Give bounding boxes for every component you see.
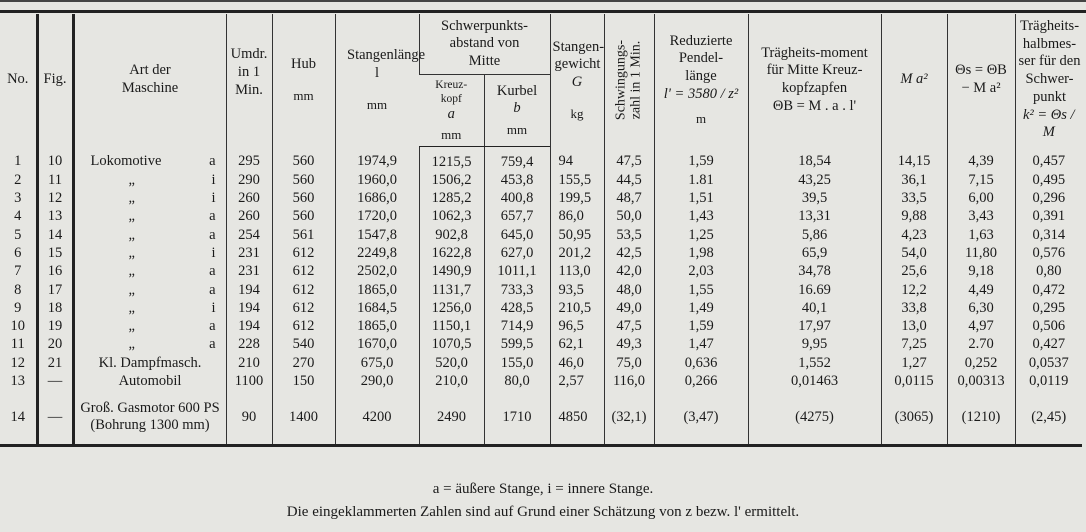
- cell-fig: 13: [37, 207, 73, 225]
- cell-b: 453,8: [484, 171, 550, 189]
- cell-art-text: Lokomotive: [90, 153, 162, 170]
- col-header-traegheit-formula: ΘB = M . a . l': [772, 97, 857, 114]
- cell-b: 714,9: [484, 317, 550, 335]
- cell-art: [73, 262, 226, 280]
- table-row: [0, 146, 1082, 171]
- cell-lp: 1.81: [654, 171, 748, 189]
- cell-lp: 1,51: [654, 189, 748, 207]
- cell-hub: 560: [272, 207, 335, 225]
- data-table: [0, 14, 1082, 447]
- cell-k2: 0,576: [1015, 244, 1082, 262]
- cell-ma2: (3065): [881, 390, 947, 446]
- cell-g: 86,0: [550, 207, 604, 225]
- cell-ts: 7,15: [947, 171, 1015, 189]
- cell-tb: 34,78: [748, 262, 881, 280]
- cell-ma2: 9,88: [881, 207, 947, 225]
- cell-ma2: 7,25: [881, 335, 947, 353]
- cell-umdr: 254: [226, 226, 272, 244]
- cell-hub: 560: [272, 146, 335, 171]
- cell-art-text: Kl. Dampfmasch.: [98, 354, 202, 371]
- cell-rod-type: i: [211, 190, 216, 207]
- table-body: [0, 146, 1082, 446]
- cell-a: 1215,5: [419, 146, 484, 171]
- table-row: [0, 281, 1082, 299]
- col-header-stangengewicht: [550, 14, 604, 146]
- table-row: [0, 335, 1082, 353]
- cell-rod-type: a: [209, 208, 216, 225]
- cell-z: 48,7: [604, 189, 654, 207]
- cell-art: [73, 146, 226, 171]
- col-header-schwerpunkt: [419, 14, 550, 75]
- cell-tb: 18,54: [748, 146, 881, 171]
- col-header-schwerpunkt-text: Schwerpunkts-abstand von Mitte: [441, 17, 528, 69]
- cell-art-text: Groß. Gasmotor 600 PS (Bohrung 1300 mm): [80, 400, 220, 434]
- cell-a: 1256,0: [419, 299, 484, 317]
- cell-hub: 612: [272, 244, 335, 262]
- cell-art-text: „: [128, 263, 135, 280]
- cell-tb: 16.69: [748, 281, 881, 299]
- table-row: [0, 299, 1082, 317]
- cell-k2: 0,457: [1015, 146, 1082, 171]
- cell-art-text: Automobil: [118, 373, 182, 390]
- cell-z: 116,0: [604, 372, 654, 390]
- cell-b: 759,4: [484, 146, 550, 171]
- cell-hub: 1400: [272, 390, 335, 446]
- col-header-hub-text: Hub: [291, 56, 316, 73]
- cell-umdr: 228: [226, 335, 272, 353]
- table-row: [0, 226, 1082, 244]
- table-row: [0, 317, 1082, 335]
- cell-l: 1960,0: [335, 171, 419, 189]
- cell-rod-type: a: [209, 226, 216, 243]
- cell-l: 675,0: [335, 354, 419, 372]
- cell-ts: 0,00313: [947, 372, 1015, 390]
- cell-g: 46,0: [550, 354, 604, 372]
- cell-ma2: 4,23: [881, 226, 947, 244]
- cell-g: 93,5: [550, 281, 604, 299]
- cell-z: 44,5: [604, 171, 654, 189]
- cell-k2: (2,45): [1015, 390, 1082, 446]
- cell-no: 1: [14, 153, 22, 170]
- cell-umdr: 290: [226, 171, 272, 189]
- cell-art-text: „: [128, 244, 135, 261]
- cell-z: 75,0: [604, 354, 654, 372]
- cell-art-text: „: [128, 226, 135, 243]
- cell-b: 733,3: [484, 281, 550, 299]
- cell-b: 627,0: [484, 244, 550, 262]
- cell-no: 4: [14, 208, 22, 225]
- table-row: [0, 171, 1082, 189]
- cell-k2: 0,427: [1015, 335, 1082, 353]
- cell-ma2: 1,27: [881, 354, 947, 372]
- cell-ts: 6,00: [947, 189, 1015, 207]
- cell-k2: 0,495: [1015, 171, 1082, 189]
- cell-lp: 2,03: [654, 262, 748, 280]
- col-header-stangengewicht-var: G: [571, 73, 583, 90]
- table-row: [0, 372, 1082, 390]
- col-header-kreuzkopf: [419, 75, 484, 146]
- col-header-kurbel-var: b: [513, 100, 521, 117]
- col-header-halbmesser-formula: k² = Θs / M: [1022, 106, 1075, 141]
- cell-art: [73, 226, 226, 244]
- cell-fig: 19: [37, 317, 73, 335]
- cell-b: 1011,1: [484, 262, 550, 280]
- cell-z: 50,0: [604, 207, 654, 225]
- cell-k2: 0,472: [1015, 281, 1082, 299]
- cell-art: [73, 390, 226, 446]
- cell-art: [73, 171, 226, 189]
- cell-art: [73, 244, 226, 262]
- cell-ts: 4,49: [947, 281, 1015, 299]
- col-header-hub: [272, 14, 335, 146]
- table-row: [0, 354, 1082, 372]
- table-row: [0, 207, 1082, 225]
- cell-b: 599,5: [484, 335, 550, 353]
- cell-lp: 0,636: [654, 354, 748, 372]
- cell-k2: 0,506: [1015, 317, 1082, 335]
- cell-art-text: „: [128, 281, 135, 298]
- cell-k2: 0,80: [1015, 262, 1082, 280]
- cell-ts: 0,252: [947, 354, 1015, 372]
- col-header-stangengewicht-text: Stangen-gewicht: [552, 38, 605, 73]
- cell-fig: 18: [37, 299, 73, 317]
- cell-rod-type: a: [209, 263, 216, 280]
- cell-umdr: 90: [226, 390, 272, 446]
- cell-fig: 16: [37, 262, 73, 280]
- col-header-schwingungszahl: [604, 14, 654, 146]
- cell-rod-type: a: [209, 336, 216, 353]
- cell-art-text: „: [128, 208, 135, 225]
- cell-tb: 13,31: [748, 207, 881, 225]
- cell-z: (32,1): [604, 390, 654, 446]
- cell-a: 902,8: [419, 226, 484, 244]
- col-header-no: No.: [7, 71, 29, 88]
- cell-k2: 0,391: [1015, 207, 1082, 225]
- cell-umdr: 231: [226, 244, 272, 262]
- unit-hub: mm: [293, 87, 314, 103]
- cell-ma2: 33,5: [881, 189, 947, 207]
- cell-umdr: 1100: [226, 372, 272, 390]
- cell-umdr: 194: [226, 317, 272, 335]
- cell-tb: 0,01463: [748, 372, 881, 390]
- cell-no: 7: [14, 263, 22, 280]
- cell-hub: 612: [272, 281, 335, 299]
- cell-ma2: 14,15: [881, 146, 947, 171]
- cell-art-text: „: [128, 318, 135, 335]
- cell-a: 1490,9: [419, 262, 484, 280]
- cell-umdr: 210: [226, 354, 272, 372]
- cell-z: 49,0: [604, 299, 654, 317]
- cell-g: 199,5: [550, 189, 604, 207]
- cell-g: 62,1: [550, 335, 604, 353]
- cell-fig: 15: [37, 244, 73, 262]
- cell-l: 1547,8: [335, 226, 419, 244]
- cell-z: 53,5: [604, 226, 654, 244]
- cell-rod-type: i: [211, 171, 216, 188]
- cell-art-text: „: [128, 336, 135, 353]
- cell-fig: 17: [37, 281, 73, 299]
- cell-fig: 21: [37, 354, 73, 372]
- cell-l: 2502,0: [335, 262, 419, 280]
- cell-rod-type: i: [211, 299, 216, 316]
- cell-ts: 6,30: [947, 299, 1015, 317]
- cell-no: 8: [14, 281, 22, 298]
- cell-b: 645,0: [484, 226, 550, 244]
- unit-stangenlaenge: mm: [366, 96, 388, 112]
- cell-hub: 540: [272, 335, 335, 353]
- cell-l: 1686,0: [335, 189, 419, 207]
- cell-a: 1131,7: [419, 281, 484, 299]
- cell-lp: 1,49: [654, 299, 748, 317]
- cell-a: 1150,1: [419, 317, 484, 335]
- cell-lp: 1,59: [654, 146, 748, 171]
- cell-ts: 2.70: [947, 335, 1015, 353]
- cell-ts: (1210): [947, 390, 1015, 446]
- table-row: [0, 390, 1082, 446]
- cell-umdr: 194: [226, 299, 272, 317]
- unit-kreuzkopf: mm: [441, 127, 462, 143]
- cell-tb: 39,5: [748, 189, 881, 207]
- cell-rod-type: a: [209, 281, 216, 298]
- cell-tb: (4275): [748, 390, 881, 446]
- cell-l: 1720,0: [335, 207, 419, 225]
- cell-hub: 612: [272, 317, 335, 335]
- cell-lp: 1,25: [654, 226, 748, 244]
- cell-ma2: 0,0115: [881, 372, 947, 390]
- cell-l: 2249,8: [335, 244, 419, 262]
- cell-umdr: 295: [226, 146, 272, 171]
- col-header-halbmesser: [1015, 14, 1082, 146]
- col-header-fig: Fig.: [37, 14, 73, 146]
- col-header-theta-s: [947, 14, 1015, 146]
- cell-g: 210,5: [550, 299, 604, 317]
- cell-a: 210,0: [419, 372, 484, 390]
- table-row: [0, 262, 1082, 280]
- cell-tb: 40,1: [748, 299, 881, 317]
- cell-ma2: 25,6: [881, 262, 947, 280]
- col-header-stangenlaenge-text: Stangenlänge l: [347, 47, 426, 82]
- cell-g: 113,0: [550, 262, 604, 280]
- col-header-stangenlaenge: [335, 14, 426, 146]
- cell-k2: 0,296: [1015, 189, 1082, 207]
- col-header-kurbel-text: Kurbel: [496, 82, 538, 99]
- cell-no: 6: [14, 244, 22, 261]
- cell-fig: 12: [37, 189, 73, 207]
- cell-fig: 11: [37, 171, 73, 189]
- cell-no: 12: [10, 354, 25, 371]
- cell-ts: 4,39: [947, 146, 1015, 171]
- cell-tb: 65,9: [748, 244, 881, 262]
- table-row: [0, 244, 1082, 262]
- cell-ts: 11,80: [947, 244, 1015, 262]
- cell-hub: 612: [272, 299, 335, 317]
- col-header-umdr-text: Umdr. in 1 Min.: [230, 46, 268, 98]
- cell-k2: 0,295: [1015, 299, 1082, 317]
- cell-a: 520,0: [419, 354, 484, 372]
- cell-z: 49,3: [604, 335, 654, 353]
- cell-lp: 1,59: [654, 317, 748, 335]
- cell-b: 1710: [484, 390, 550, 446]
- cell-rod-type: i: [211, 244, 216, 261]
- cell-k2: 0,314: [1015, 226, 1082, 244]
- cell-l: 1684,5: [335, 299, 419, 317]
- cell-lp: 1,43: [654, 207, 748, 225]
- cell-ts: 4,97: [947, 317, 1015, 335]
- cell-art: [73, 317, 226, 335]
- cell-hub: 150: [272, 372, 335, 390]
- col-header-schwingungszahl-text: Schwingungs-zahl in 1 Min.: [613, 39, 644, 121]
- col-header-traegheit: [748, 14, 881, 146]
- cell-art: [73, 335, 226, 353]
- col-header-kreuzkopf-text: Kreuz-kopf: [435, 78, 468, 105]
- cell-no: 14: [0, 390, 37, 446]
- col-header-traegheit-text: Trägheits-moment für Mitte Kreuz-kopfzapfen: [761, 44, 868, 96]
- cell-l: 1865,0: [335, 281, 419, 299]
- cell-rod-type: a: [209, 153, 216, 170]
- footnote-legend: a = äußere Stange, i = innere Stange.: [432, 481, 654, 497]
- cell-a: 1285,2: [419, 189, 484, 207]
- cell-no: 9: [14, 299, 22, 316]
- cell-art: [73, 189, 226, 207]
- cell-art: [73, 207, 226, 225]
- cell-l: 4200: [335, 390, 419, 446]
- cell-tb: 9,95: [748, 335, 881, 353]
- cell-lp: 1,98: [654, 244, 748, 262]
- footnote-estimate: Die eingeklammerten Zahlen sind auf Grund einer Schätzung von z bezw. l' ermittelt.: [286, 504, 800, 520]
- cell-l: 1865,0: [335, 317, 419, 335]
- cell-b: 657,7: [484, 207, 550, 225]
- cell-g: 50,95: [550, 226, 604, 244]
- cell-ts: 3,43: [947, 207, 1015, 225]
- cell-a: 1506,2: [419, 171, 484, 189]
- col-header-ma2: M a²: [881, 14, 947, 146]
- cell-g: 2,57: [550, 372, 604, 390]
- col-header-kurbel: [484, 75, 550, 146]
- cell-z: 48,0: [604, 281, 654, 299]
- cell-z: 47,5: [604, 146, 654, 171]
- cell-lp: (3,47): [654, 390, 748, 446]
- cell-umdr: 231: [226, 262, 272, 280]
- cell-ma2: 12,2: [881, 281, 947, 299]
- cell-ts: 9,18: [947, 262, 1015, 280]
- cell-g: 96,5: [550, 317, 604, 335]
- cell-b: 428,5: [484, 299, 550, 317]
- unit-kurbel: mm: [506, 122, 528, 138]
- cell-no: 2: [14, 171, 22, 188]
- cell-l: 1670,0: [335, 335, 419, 353]
- top-rule-thick: [0, 10, 1086, 13]
- cell-b: 80,0: [484, 372, 550, 390]
- cell-tb: 5,86: [748, 226, 881, 244]
- col-header-reduzierte-formula: l' = 3580 / z²: [663, 85, 739, 102]
- cell-g: 94: [550, 146, 604, 171]
- cell-art-text: „: [128, 190, 135, 207]
- cell-a: 1062,3: [419, 207, 484, 225]
- col-header-halbmesser-text: Trägheits-halbmes-ser für den Schwer-punkt: [1018, 18, 1081, 105]
- cell-b: 155,0: [484, 354, 550, 372]
- cell-no: 3: [14, 190, 22, 207]
- cell-fig: 20: [37, 335, 73, 353]
- cell-art: [73, 299, 226, 317]
- cell-a: 1622,8: [419, 244, 484, 262]
- cell-lp: 1,47: [654, 335, 748, 353]
- cell-hub: 561: [272, 226, 335, 244]
- cell-no: 10: [10, 318, 25, 335]
- cell-k2: 0,0537: [1015, 354, 1082, 372]
- col-header-art: [73, 14, 226, 146]
- cell-art: [73, 354, 226, 372]
- cell-hub: 560: [272, 189, 335, 207]
- cell-ts: 1,63: [947, 226, 1015, 244]
- cell-lp: 0,266: [654, 372, 748, 390]
- cell-no: 13: [10, 373, 25, 390]
- cell-g: 155,5: [550, 171, 604, 189]
- cell-ma2: 13,0: [881, 317, 947, 335]
- cell-umdr: 194: [226, 281, 272, 299]
- cell-g: 4850: [550, 390, 604, 446]
- cell-no: 5: [14, 226, 22, 243]
- cell-g: 201,2: [550, 244, 604, 262]
- cell-a: 1070,5: [419, 335, 484, 353]
- cell-tb: 17,97: [748, 317, 881, 335]
- cell-z: 42,5: [604, 244, 654, 262]
- cell-l: 1974,9: [335, 146, 419, 171]
- cell-rod-type: a: [209, 318, 216, 335]
- cell-fig: 10: [37, 146, 73, 171]
- cell-ma2: 33,8: [881, 299, 947, 317]
- cell-umdr: 260: [226, 207, 272, 225]
- cell-umdr: 260: [226, 189, 272, 207]
- unit-pendel: m: [695, 111, 707, 127]
- cell-ma2: 54,0: [881, 244, 947, 262]
- cell-art-text: „: [128, 299, 135, 316]
- rotated-header-wrap: [607, 14, 652, 146]
- cell-ma2: 36,1: [881, 171, 947, 189]
- col-header-art-text: Art der Maschine: [121, 62, 179, 96]
- cell-fig: —: [37, 390, 73, 446]
- col-header-kreuzkopf-var: a: [447, 105, 455, 122]
- cell-lp: 1,55: [654, 281, 748, 299]
- cell-art: [73, 281, 226, 299]
- cell-l: 290,0: [335, 372, 419, 390]
- cell-no: 11: [10, 336, 25, 353]
- cell-k2: 0,0119: [1015, 372, 1082, 390]
- col-header-reduzierte-text: Reduzierte Pendel-länge: [669, 32, 733, 85]
- cell-b: 400,8: [484, 189, 550, 207]
- cell-tb: 43,25: [748, 171, 881, 189]
- col-header-reduzierte: [654, 14, 748, 146]
- cell-tb: 1,552: [748, 354, 881, 372]
- table-row: [0, 189, 1082, 207]
- cell-z: 47,5: [604, 317, 654, 335]
- cell-fig: 14: [37, 226, 73, 244]
- cell-hub: 270: [272, 354, 335, 372]
- col-header-theta-s-text: Θs = ΘB − M a²: [955, 62, 1007, 96]
- cell-fig: —: [37, 372, 73, 390]
- unit-gewicht: kg: [570, 105, 584, 121]
- cell-a: 2490: [419, 390, 484, 446]
- cell-hub: 612: [272, 262, 335, 280]
- top-rule-thin: [0, 0, 1086, 2]
- cell-z: 42,0: [604, 262, 654, 280]
- cell-art-text: „: [128, 171, 135, 188]
- cell-hub: 560: [272, 171, 335, 189]
- col-header-umdr: [226, 14, 272, 146]
- cell-art: [73, 372, 226, 390]
